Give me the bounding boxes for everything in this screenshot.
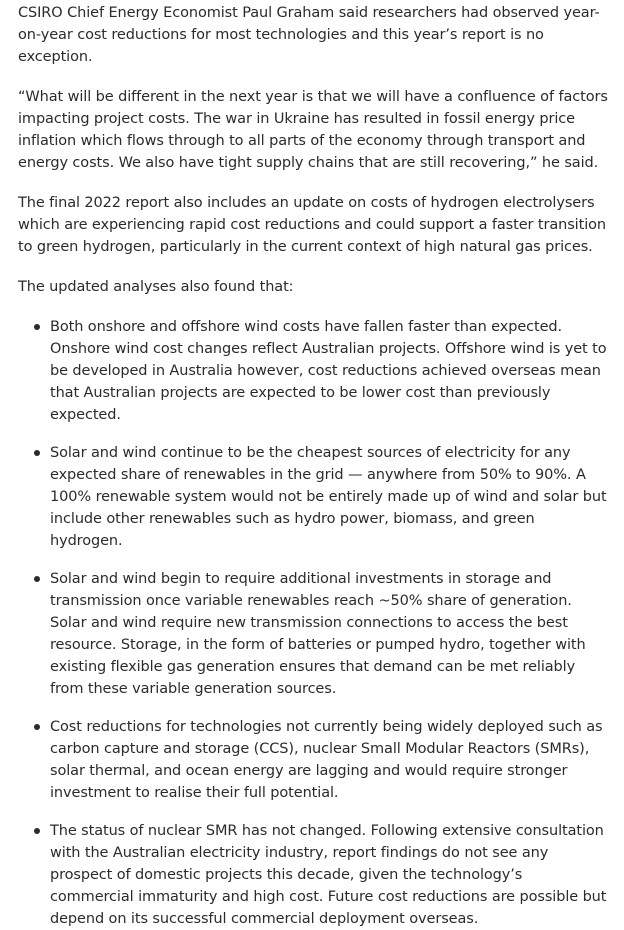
paragraph-findings-lead: The updated analyses also found that: [18, 279, 294, 295]
list-item [18, 442, 608, 552]
list-item-text: The status of nuclear SMR has not changed. Following extensive consultation with the Australian electricity industry, report findings do not see any prospect of domestic projects this decade, given the technology’s commercial immaturity and high cost. Future cost reductions are possible but depend on its successful commercial deployment overseas. [50, 823, 607, 927]
findings-list [18, 316, 608, 930]
bullet-icon [34, 450, 40, 456]
list-item-text: Solar and wind continue to be the cheapest sources of electricity for any expected share of renewables in the grid — anywhere from 50% to 90%. A 100% renewable system would not be entirely made up of wind and solar but include other renewables such as hydro power, biomass, and green hydrogen. [50, 445, 607, 549]
bullet-icon [34, 724, 40, 730]
bullet-icon [34, 576, 40, 582]
paragraph-intro: CSIRO Chief Energy Economist Paul Graham said researchers had observed year-on-year cost reductions for most technologies and this year’s report is no exception. [18, 5, 600, 65]
list-item-text: Solar and wind begin to require additional investments in storage and transmission once variable renewables reach ~50% share of generation. Solar and wind require new transmission connections to access the best resource. Storage, in the form of batteries or pumped hydro, together with existing flexible gas generation ensures that demand can be met reliably from these variable generation sources. [50, 571, 586, 697]
paragraph-hydrogen: The final 2022 report also includes an update on costs of hydrogen electrolysers which are experiencing rapid cost reductions and could support a faster transition to green hydrogen, particularly in the current context of high natural gas prices. [18, 195, 606, 255]
paragraph-quote: “What will be different in the next year is that we will have a confluence of factors impacting project costs. The war in Ukraine has resulted in fossil energy price inflation which flows through to all parts of the economy through transport and energy costs. We also have tight supply chains that are still recovering,” he said. [18, 89, 608, 171]
list-item [18, 820, 608, 930]
bullet-icon [34, 324, 40, 330]
list-item [18, 316, 608, 426]
list-item [18, 716, 608, 804]
list-item-text: Both onshore and offshore wind costs have fallen faster than expected. Onshore wind cost changes reflect Australian projects. Offshore wind is yet to be developed in Australia however, cost reductions achieved overseas mean that Australian projects are expected to be lower cost than previously expected. [50, 319, 607, 423]
list-item [18, 568, 608, 700]
list-item-text: Cost reductions for technologies not currently being widely deployed such as carbon capture and storage (CCS), nuclear Small Modular Reactors (SMRs), solar thermal, and ocean energy are lagging and would require stronger investment to realise their full potential. [50, 719, 603, 801]
bullet-icon [34, 828, 40, 834]
